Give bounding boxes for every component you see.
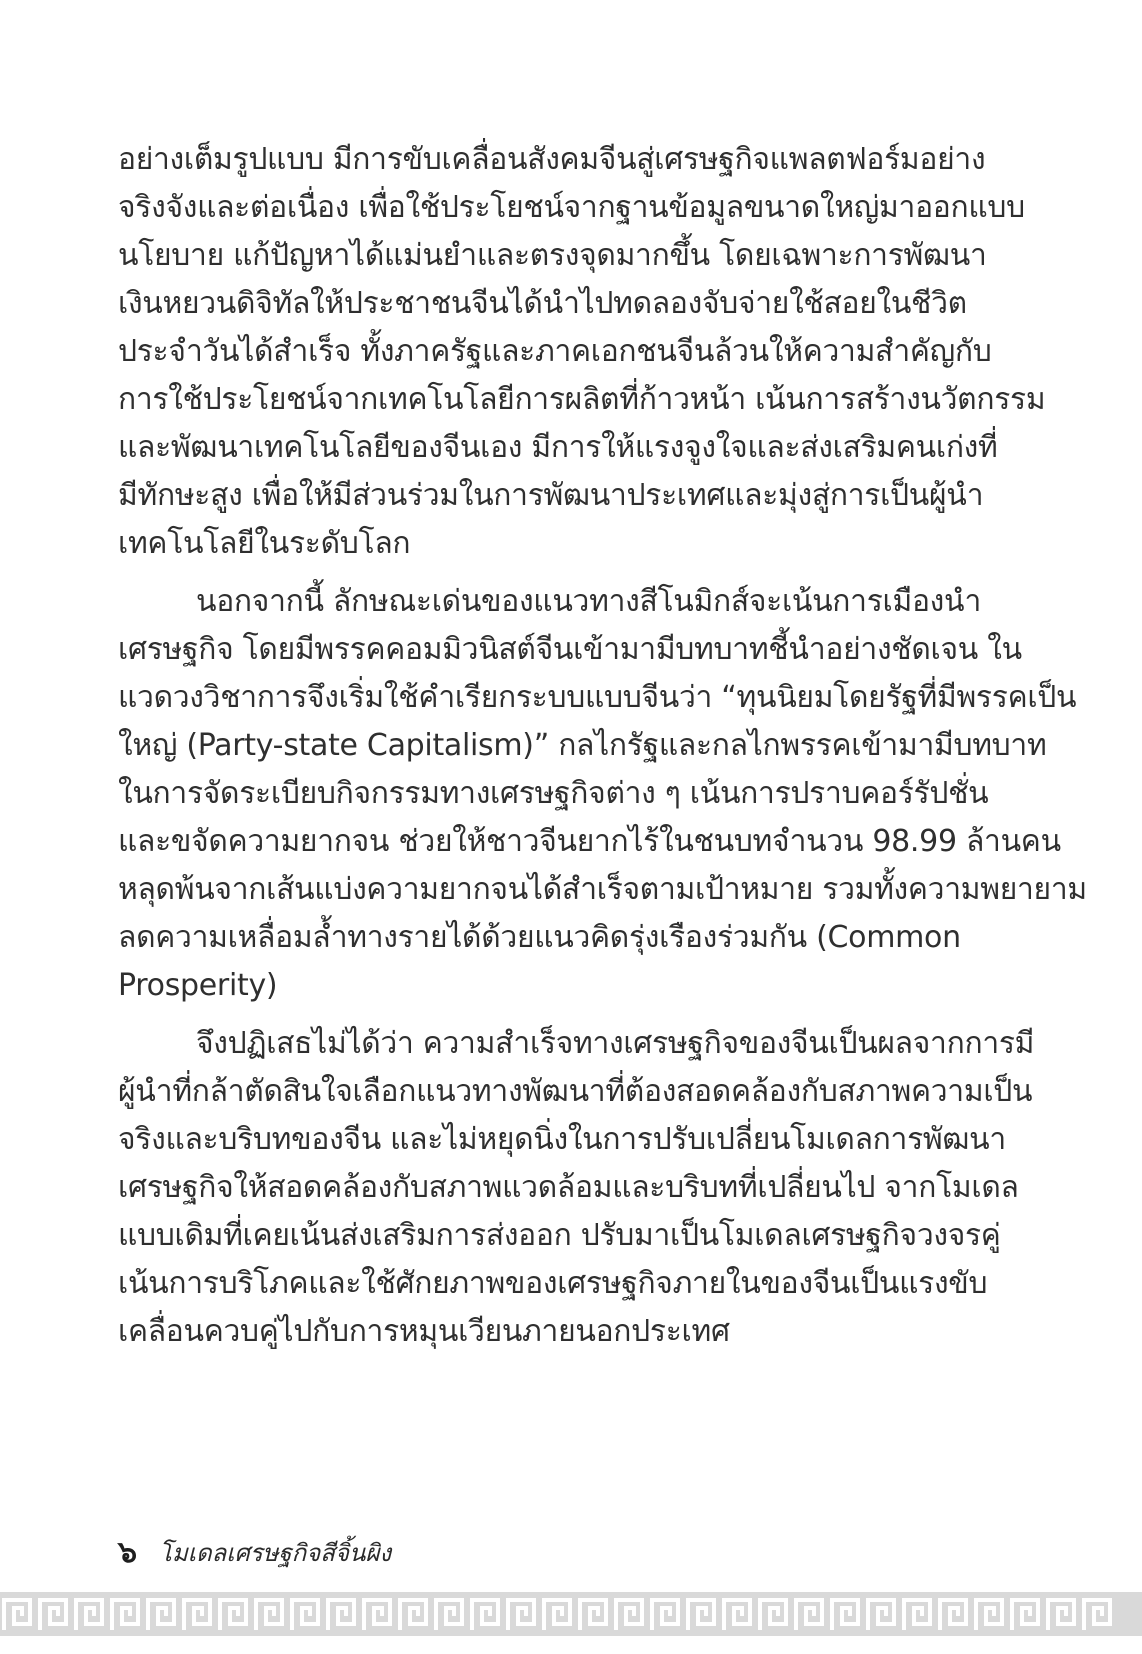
greek-key-motif — [148, 1600, 174, 1630]
text-line: เงินหยวนดิจิทัลให้ประชาชนจีนได้นำไปทดลองจับจ่ายใช้สอยในชีวิต — [118, 286, 967, 321]
text-line: ลดความเหลื่อมล้ำทางรายได้ด้วยแนวคิดรุ่งเรืองร่วมกัน (Common — [118, 920, 961, 955]
greek-key-motif — [76, 1600, 102, 1630]
text-line: Prosperity) — [118, 968, 278, 1003]
text-line: แบบเดิมที่เคยเน้นส่งเสริมการส่งออก ปรับมาเป็นโมเดลเศรษฐกิจวงจรคู่ — [118, 1218, 1001, 1253]
text-line: เศรษฐกิจให้สอดคล้องกับสภาพแวดล้อมและบริบทที่เปลี่ยนไป จากโมเดล — [118, 1170, 1019, 1205]
greek-key-motif — [292, 1600, 318, 1630]
greek-key-motif — [1084, 1600, 1110, 1630]
greek-key-motif — [832, 1600, 858, 1630]
greek-key-motif — [796, 1600, 822, 1630]
text-line: นโยบาย แก้ปัญหาได้แม่นยำและตรงจุดมากขึ้น โดยเฉพาะการพัฒนา — [118, 238, 987, 273]
paragraph — [118, 578, 1087, 1010]
greek-key-motif — [868, 1600, 894, 1630]
text-line: จริงจังและต่อเนื่อง เพื่อใช้ประโยชน์จากฐานข้อมูลขนาดใหญ่มาออกแบบ — [118, 190, 1025, 225]
greek-key-motif — [580, 1600, 606, 1630]
text-line: มีทักษะสูง เพื่อให้มีส่วนร่วมในการพัฒนาประเทศและมุ่งสู่การเป็นผู้นำ — [118, 478, 984, 513]
greek-key-motif — [328, 1600, 354, 1630]
greek-key-motif — [184, 1600, 210, 1630]
greek-key-motif — [616, 1600, 642, 1630]
greek-key-motif — [40, 1600, 66, 1630]
greek-key-motif — [544, 1600, 570, 1630]
text-line: เทคโนโลยีในระดับโลก — [118, 526, 411, 561]
text-line: ในการจัดระเบียบกิจกรรมทางเศรษฐกิจต่าง ๆ เน้นการปราบคอร์รัปชั่น — [118, 776, 989, 811]
greek-key-motif — [1012, 1600, 1038, 1630]
greek-key-motif — [112, 1600, 138, 1630]
greek-key-motif — [724, 1600, 750, 1630]
greek-key-motif — [508, 1600, 534, 1630]
greek-key-motif — [976, 1600, 1002, 1630]
greek-key-motif — [256, 1600, 282, 1630]
text-line: เน้นการบริโภคและใช้ศักยภาพของเศรษฐกิจภายในของจีนเป็นแรงขับ — [118, 1266, 988, 1301]
text-line: จริงและบริบทของจีน และไม่หยุดนิ่งในการปรับเปลี่ยนโมเดลการพัฒนา — [118, 1122, 1006, 1157]
paragraph-gap — [118, 1010, 958, 1020]
greek-key-motif — [904, 1600, 930, 1630]
text-line: จึงปฏิเสธไม่ได้ว่า ความสำเร็จทางเศรษฐกิจของจีนเป็นผลจากการมี — [196, 1026, 1035, 1061]
paragraph — [118, 1020, 1035, 1356]
greek-key-border — [0, 1592, 1142, 1636]
text-line: ประจำวันได้สำเร็จ ทั้งภาครัฐและภาคเอกชนจีนล้วนให้ความสำคัญกับ — [118, 334, 992, 369]
text-line: เคลื่อนควบคู่ไปกับการหมุนเวียนภายนอกประเทศ — [118, 1314, 730, 1349]
text-line: หลุดพ้นจากเส้นแบ่งความยากจนได้สำเร็จตามเป้าหมาย รวมทั้งความพยายาม — [118, 872, 1087, 907]
text-line: อย่างเต็มรูปแบบ มีการขับเคลื่อนสังคมจีนสู่เศรษฐกิจแพลตฟอร์มอย่าง — [118, 142, 986, 177]
greek-key-motif — [652, 1600, 678, 1630]
greek-key-motif — [940, 1600, 966, 1630]
text-line: ใหญ่ (Party-state Capitalism)” กลไกรัฐและกลไกพรรคเข้ามามีบทบาท — [118, 728, 1047, 763]
greek-key-motif — [1048, 1600, 1074, 1630]
book-title: โมเดลเศรษฐกิจสีจิ้นผิง — [159, 1538, 392, 1567]
paragraph-gap — [118, 568, 958, 578]
greek-key-motif — [4, 1600, 30, 1630]
text-line: ผู้นำที่กล้าตัดสินใจเลือกแนวทางพัฒนาที่ต้องสอดคล้องกับสภาพความเป็น — [118, 1074, 1033, 1109]
page-number: ๖ — [118, 1534, 138, 1570]
page-footer — [118, 1532, 391, 1572]
text-line: เศรษฐกิจ โดยมีพรรคคอมมิวนิสต์จีนเข้ามามีบทบาทชี้นำอย่างชัดเจน ใน — [118, 632, 1022, 667]
greek-key-motif — [760, 1600, 786, 1630]
text-line: และขจัดความยากจน ช่วยให้ชาวจีนยากไร้ในชนบทจำนวน 98.99 ล้านคน — [118, 824, 1061, 859]
text-line: แวดวงวิชาการจึงเริ่มใช้คำเรียกระบบแบบจีนว่า “ทุนนิยมโดยรัฐที่มีพรรคเป็น — [118, 680, 1077, 715]
greek-key-motif — [688, 1600, 714, 1630]
greek-key-border-pattern — [0, 1592, 1142, 1636]
paragraph — [118, 136, 1046, 568]
text-line: การใช้ประโยชน์จากเทคโนโลยีการผลิตที่ก้าวหน้า เน้นการสร้างนวัตกรรม — [118, 382, 1046, 417]
greek-key-motif — [472, 1600, 498, 1630]
greek-key-motif — [400, 1600, 426, 1630]
body-text — [118, 136, 1087, 1356]
greek-key-motif — [436, 1600, 462, 1630]
text-line: และพัฒนาเทคโนโลยีของจีนเอง มีการให้แรงจูงใจและส่งเสริมคนเก่งที่ — [118, 430, 998, 465]
greek-key-motif — [364, 1600, 390, 1630]
text-line: นอกจากนี้ ลักษณะเด่นของแนวทางสีโนมิกส์จะเน้นการเมืองนำ — [196, 584, 982, 619]
greek-key-motif — [220, 1600, 246, 1630]
